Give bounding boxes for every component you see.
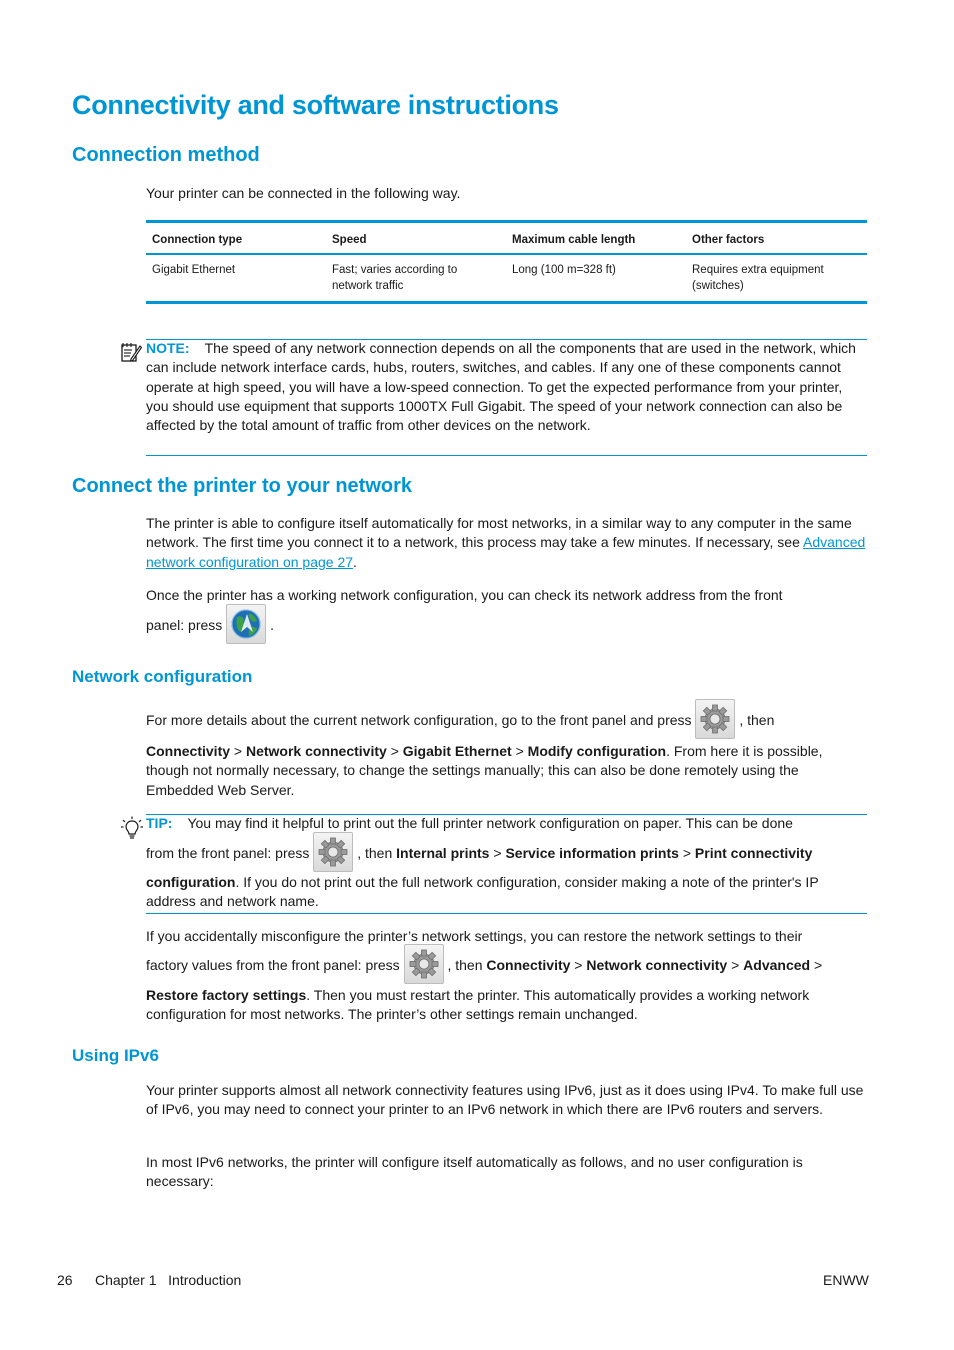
netconfig-rest: . From here it is possible, though not normally necessary, to change the settings manually; this can also be done remotely using the Embedded Web Server. [146, 743, 823, 798]
path-separator: > [574, 957, 583, 973]
heading-using-ipv6: Using IPv6 [72, 1046, 159, 1065]
menu-path-item: Service information prints [505, 845, 679, 861]
path-separator: > [682, 845, 692, 861]
tip-bottom-rule [146, 913, 867, 914]
table-cell: Gigabit Ethernet [152, 264, 236, 276]
menu-path-item: Connectivity [146, 743, 231, 759]
connect-text: The printer is able to configure itself automatically for most networks, in a similar way to any computer in the same network. The first time you connect it to a network, this process may take a few minutes. If necessary, see [146, 515, 852, 551]
menu-path-item: Internal prints [396, 845, 490, 861]
tip-line1 [146, 814, 793, 833]
tip-line2 [146, 834, 812, 874]
table-header-cell: Other factors [692, 234, 765, 246]
table-header-cell: Speed [332, 234, 367, 246]
note-bottom-rule [146, 455, 867, 456]
menu-path-item: Network connectivity [586, 957, 728, 973]
restore-rest [146, 986, 866, 1025]
address-paragraph-line1: Once the printer has a working network configuration, you can check its network address from the front [146, 587, 783, 603]
restore-press-text: factory values from the front panel: press [146, 957, 400, 973]
table-header-cell: Connection type [152, 234, 243, 246]
tip-text: You may find it helpful to print out the full printer network configuration on paper. This can be done [187, 815, 793, 831]
connection-table [146, 220, 867, 304]
path-separator: > [493, 845, 502, 861]
page-title: Connectivity and software instructions [72, 90, 559, 120]
connection-intro: Your printer can be connected in the following way. [146, 185, 461, 201]
menu-path-item: configuration [146, 874, 236, 890]
period: . [353, 553, 357, 570]
table-cell: Fast; varies according to network traffic [332, 264, 458, 292]
path-separator: > [515, 743, 524, 759]
path-separator: > [731, 957, 740, 973]
table-cell: Requires extra equipment (switches) [692, 264, 824, 292]
footer-locale: ENWW [823, 1272, 869, 1288]
advanced-network-config-link[interactable]: Advanced network configuration on page 27 [146, 534, 866, 570]
table-header-cell: Maximum cable length [512, 234, 636, 246]
heading-connection-method: Connection method [72, 144, 260, 166]
ipv6-paragraph-1: Your printer supports almost all network connectivity features using IPv6, just as it does using IPv4. To make full use of IPv6, you may need to connect your printer to an IPv6 network in which there are IPv6 routers and servers. [146, 1082, 864, 1118]
tip-rest-text: . If you do not print out the full network configuration, consider making a note of the printer's IP address and network name. [146, 874, 819, 910]
lightbulb-icon [121, 816, 143, 845]
connect-paragraph [146, 514, 866, 572]
menu-path-item: Network connectivity [245, 743, 387, 759]
path-separator: > [390, 743, 399, 759]
path-separator: > [813, 957, 823, 973]
path-separator: > [233, 743, 243, 759]
menu-path-item: Modify configuration [527, 743, 667, 759]
table-row [146, 255, 867, 301]
then-text: , then [447, 957, 483, 973]
restore-rest-text: . Then you must restart the printer. This automatically provides a working network configuration for most networks. The printer’s other settings remain unchanged. [146, 987, 810, 1023]
chapter-label: Chapter 1 Introduction [95, 1272, 242, 1288]
restore-line2 [146, 946, 822, 986]
network-globe-icon[interactable] [226, 604, 266, 644]
note-icon [120, 342, 142, 369]
note-text: The speed of any network connection depends on all the components that are used in the network, which can include network interface cards, hubs, routers, switches, and cables. If any one of these components cannot operate at high speed, you will have a low-speed connection. To get the expected performance from your printer, you should use equipment that supports 1000TX Full Gigabit. The speed of your network connection can also be affected by the total amount of traffic from other devices on the network. [146, 340, 856, 434]
tip-label: TIP: [146, 815, 173, 831]
address-paragraph-line2 [146, 606, 274, 646]
heading-connect-printer: Connect the printer to your network [72, 475, 413, 497]
table-cell: Long (100 m=328 ft) [512, 264, 616, 276]
netconfig-paragraph [146, 742, 866, 800]
restore-line1: If you accidentally misconfigure the printer’s network settings, you can restore the network settings to their [146, 928, 803, 944]
menu-path-item: Advanced [743, 957, 811, 973]
then-text: , then [357, 845, 393, 861]
heading-network-configuration: Network configuration [72, 667, 253, 686]
settings-gear-icon[interactable] [313, 832, 353, 872]
tip-press-text: from the front panel: press [146, 845, 310, 861]
period: . [270, 617, 274, 633]
netconfig-line1 [146, 701, 774, 741]
menu-path-item: Restore factory settings [146, 987, 307, 1003]
settings-gear-icon[interactable] [695, 699, 735, 739]
table-header-row [146, 223, 867, 255]
menu-path-item: Gigabit Ethernet [402, 743, 512, 759]
then-text: , then [739, 712, 775, 728]
note-label: NOTE: [146, 340, 190, 356]
tip-rest [146, 873, 866, 912]
page-number: 26 [57, 1272, 73, 1288]
netconfig-text: For more details about the current network configuration, go to the front panel and press [146, 712, 692, 728]
ipv6-paragraph-2: In most IPv6 networks, the printer will configure itself automatically as follows, and no user configuration is necessary: [146, 1154, 803, 1190]
settings-gear-icon[interactable] [404, 944, 444, 984]
press-text: panel: press [146, 617, 223, 633]
menu-path-item: Print connectivity [694, 845, 813, 861]
menu-path-item: Connectivity [486, 957, 571, 973]
note-block [146, 339, 866, 435]
